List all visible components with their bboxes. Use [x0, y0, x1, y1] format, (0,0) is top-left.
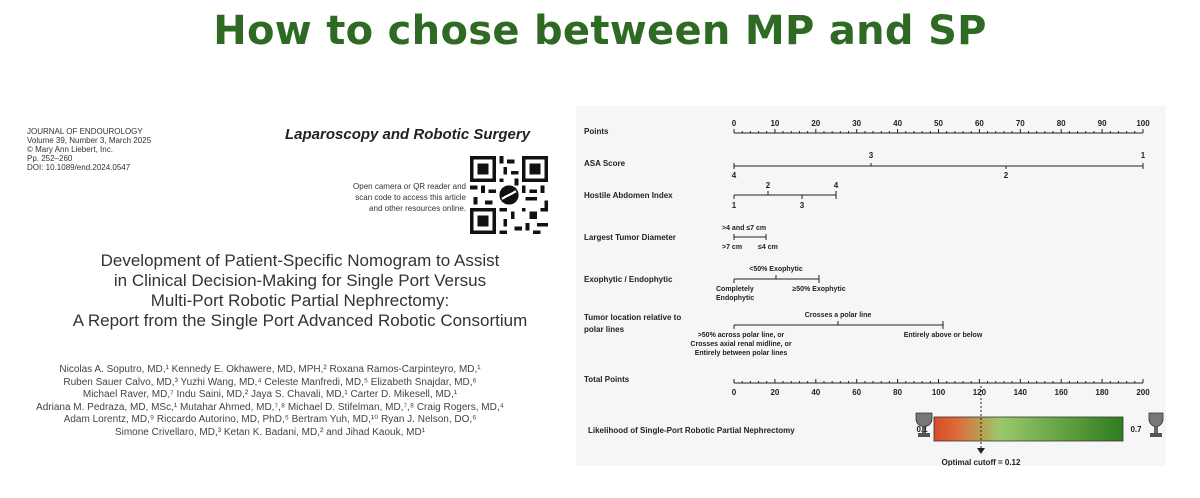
hai-top-label: 2 — [765, 181, 771, 190]
asa-top-label: 3 — [868, 151, 874, 160]
total-tick-label: 80 — [893, 388, 903, 397]
qr-instructions — [320, 181, 466, 214]
label-loc: Tumor location relative to — [584, 313, 682, 322]
journal-volume: Volume 39, Number 3, March 2025 — [27, 136, 152, 145]
loc-right-label: Entirely above or below — [903, 332, 983, 339]
label-total: Total Points — [584, 375, 630, 384]
total-tick-label: 20 — [770, 388, 780, 397]
cutoff-label: Optimal cutoff = 0.12 — [941, 458, 1021, 466]
label-likelihood: Likelihood of Single-Port Robotic Partial Nephrectomy — [588, 426, 795, 435]
journal-pages: Pp. 252–260 — [27, 154, 73, 163]
label-ltd: Largest Tumor Diameter — [584, 233, 676, 242]
author-list — [20, 364, 520, 439]
ltd-bottom-label: >7 cm — [722, 244, 743, 251]
qr-text-line: and other resources online. — [369, 204, 466, 213]
likelihood-gradient-bar — [934, 417, 1123, 441]
journal-doi: DOI: 10.1089/end.2024.0547 — [27, 163, 131, 172]
author-line: Michael Raver, MD,⁷ Indu Saini, MD,² Jaya S. Chavali, MD,¹ Carter D. Mikesell, MD,¹ — [82, 389, 458, 400]
hai-bottom-label: 3 — [799, 201, 805, 210]
publication-info — [27, 127, 151, 172]
points-tick-label: 100 — [1136, 119, 1150, 128]
points-tick-label: 20 — [811, 119, 821, 128]
hai-top-label: 4 — [833, 181, 839, 190]
asa-top-label: 1 — [1140, 151, 1146, 160]
qr-code-icon — [470, 156, 548, 234]
total-tick-label: 120 — [972, 388, 987, 397]
nomogram-svg — [576, 106, 1166, 466]
loc-left-label: Entirely between polar lines — [694, 350, 788, 357]
author-line: Nicolas A. Soputro, MD,¹ Kennedy E. Okhawere, MD, MPH,² Roxana Ramos-Carpinteyro, MD,¹ — [59, 364, 481, 375]
points-tick-label: 30 — [852, 119, 862, 128]
points-ticks — [732, 119, 1150, 133]
asa-bottom-label: 2 — [1003, 171, 1009, 180]
author-line: Adriana M. Pedraza, MD, MSc,¹ Mutahar Ahmed, MD,⁷,⁸ Michael D. Stifelman, MD,⁷,⁸ Craig Rogers, MD,⁴ — [36, 401, 504, 413]
author-line: Ruben Sauer Calvo, MD,³ Yuzhi Wang, MD,⁴ Celeste Manfredi, MD,⁵ Elizabeth Snajdar, MD,⁶ — [63, 376, 477, 388]
total-ticks — [732, 379, 1150, 397]
trophy-icon — [1149, 413, 1163, 437]
exo-bottom-label: Completely — [716, 286, 754, 293]
points-tick-label: 90 — [1097, 119, 1107, 128]
paper-header-panel — [20, 118, 580, 488]
label-loc: polar lines — [584, 325, 625, 334]
exo-bottom-label: ≥50% Exophytic — [792, 286, 846, 293]
total-tick-label: 200 — [1136, 388, 1150, 397]
label-exo: Exophytic / Endophytic — [584, 275, 673, 284]
points-tick-label: 50 — [934, 119, 943, 128]
points-tick-label: 10 — [770, 119, 780, 128]
label-points: Points — [584, 127, 609, 136]
loc-top-label: Crosses a polar line — [804, 312, 872, 319]
paper-title-line: in Clinical Decision-Making for Single Port Versus — [113, 271, 487, 290]
hai-bottom-label: 1 — [731, 201, 737, 210]
exo-bottom-label: Endophytic — [716, 295, 755, 302]
ltd-bottom-label: ≤4 cm — [758, 244, 778, 251]
loc-left-label: Crosses axial renal midline, or — [690, 341, 792, 348]
points-tick-label: 0 — [731, 119, 737, 128]
asa-bottom-label: 4 — [731, 171, 737, 180]
points-tick-label: 70 — [1015, 119, 1025, 128]
paper-title — [20, 251, 580, 331]
points-tick-label: 80 — [1056, 119, 1066, 128]
paper-title-line: Development of Patient-Specific Nomogram to Assist — [100, 251, 500, 270]
label-hai: Hostile Abdomen Index — [584, 191, 673, 200]
total-tick-label: 40 — [811, 388, 821, 397]
likelihood-min-label: 0.1 — [916, 425, 928, 434]
journal-name: JOURNAL OF ENDOUROLOGY — [27, 127, 143, 136]
paper-title-line: A Report from the Single Port Advanced Robotic Consortium — [72, 311, 528, 330]
total-tick-label: 100 — [931, 388, 946, 397]
total-tick-label: 60 — [852, 388, 862, 397]
cutoff-arrow-icon — [977, 448, 985, 454]
author-line: Adam Lorentz, MD,⁹ Riccardo Autorino, MD, PhD,⁵ Bertram Yuh, MD,¹⁰ Ryan J. Nelson, DO,⁶ — [63, 414, 477, 425]
paper-title-line: Multi-Port Robotic Partial Nephrectomy: — [150, 291, 450, 310]
points-tick-label: 60 — [974, 119, 984, 128]
loc-left-label: >50% across polar line, or — [697, 332, 785, 339]
author-line: Simone Crivellaro, MD,³ Ketan K. Badani, MD,² and Jihad Kaouk, MD¹ — [114, 426, 426, 438]
nomogram-figure — [576, 106, 1166, 466]
total-tick-label: 0 — [731, 388, 737, 397]
total-tick-label: 180 — [1095, 388, 1109, 397]
points-tick-label: 40 — [893, 119, 903, 128]
total-tick-label: 140 — [1013, 388, 1027, 397]
slide-title: How to chose between MP and SP — [213, 8, 987, 54]
exo-top-label: <50% Exophytic — [749, 266, 803, 273]
qr-text-line: scan code to access this article — [355, 193, 466, 202]
qr-text-line: Open camera or QR reader and — [353, 182, 466, 191]
journal-copyright: © Mary Ann Liebert, Inc. — [27, 145, 113, 154]
label-asa: ASA Score — [584, 159, 626, 168]
total-tick-label: 160 — [1054, 388, 1068, 397]
ltd-top-label: >4 and ≤7 cm — [722, 225, 767, 232]
section-title: Laparoscopy and Robotic Surgery — [285, 126, 531, 143]
likelihood-max-label: 0.7 — [1130, 425, 1142, 434]
